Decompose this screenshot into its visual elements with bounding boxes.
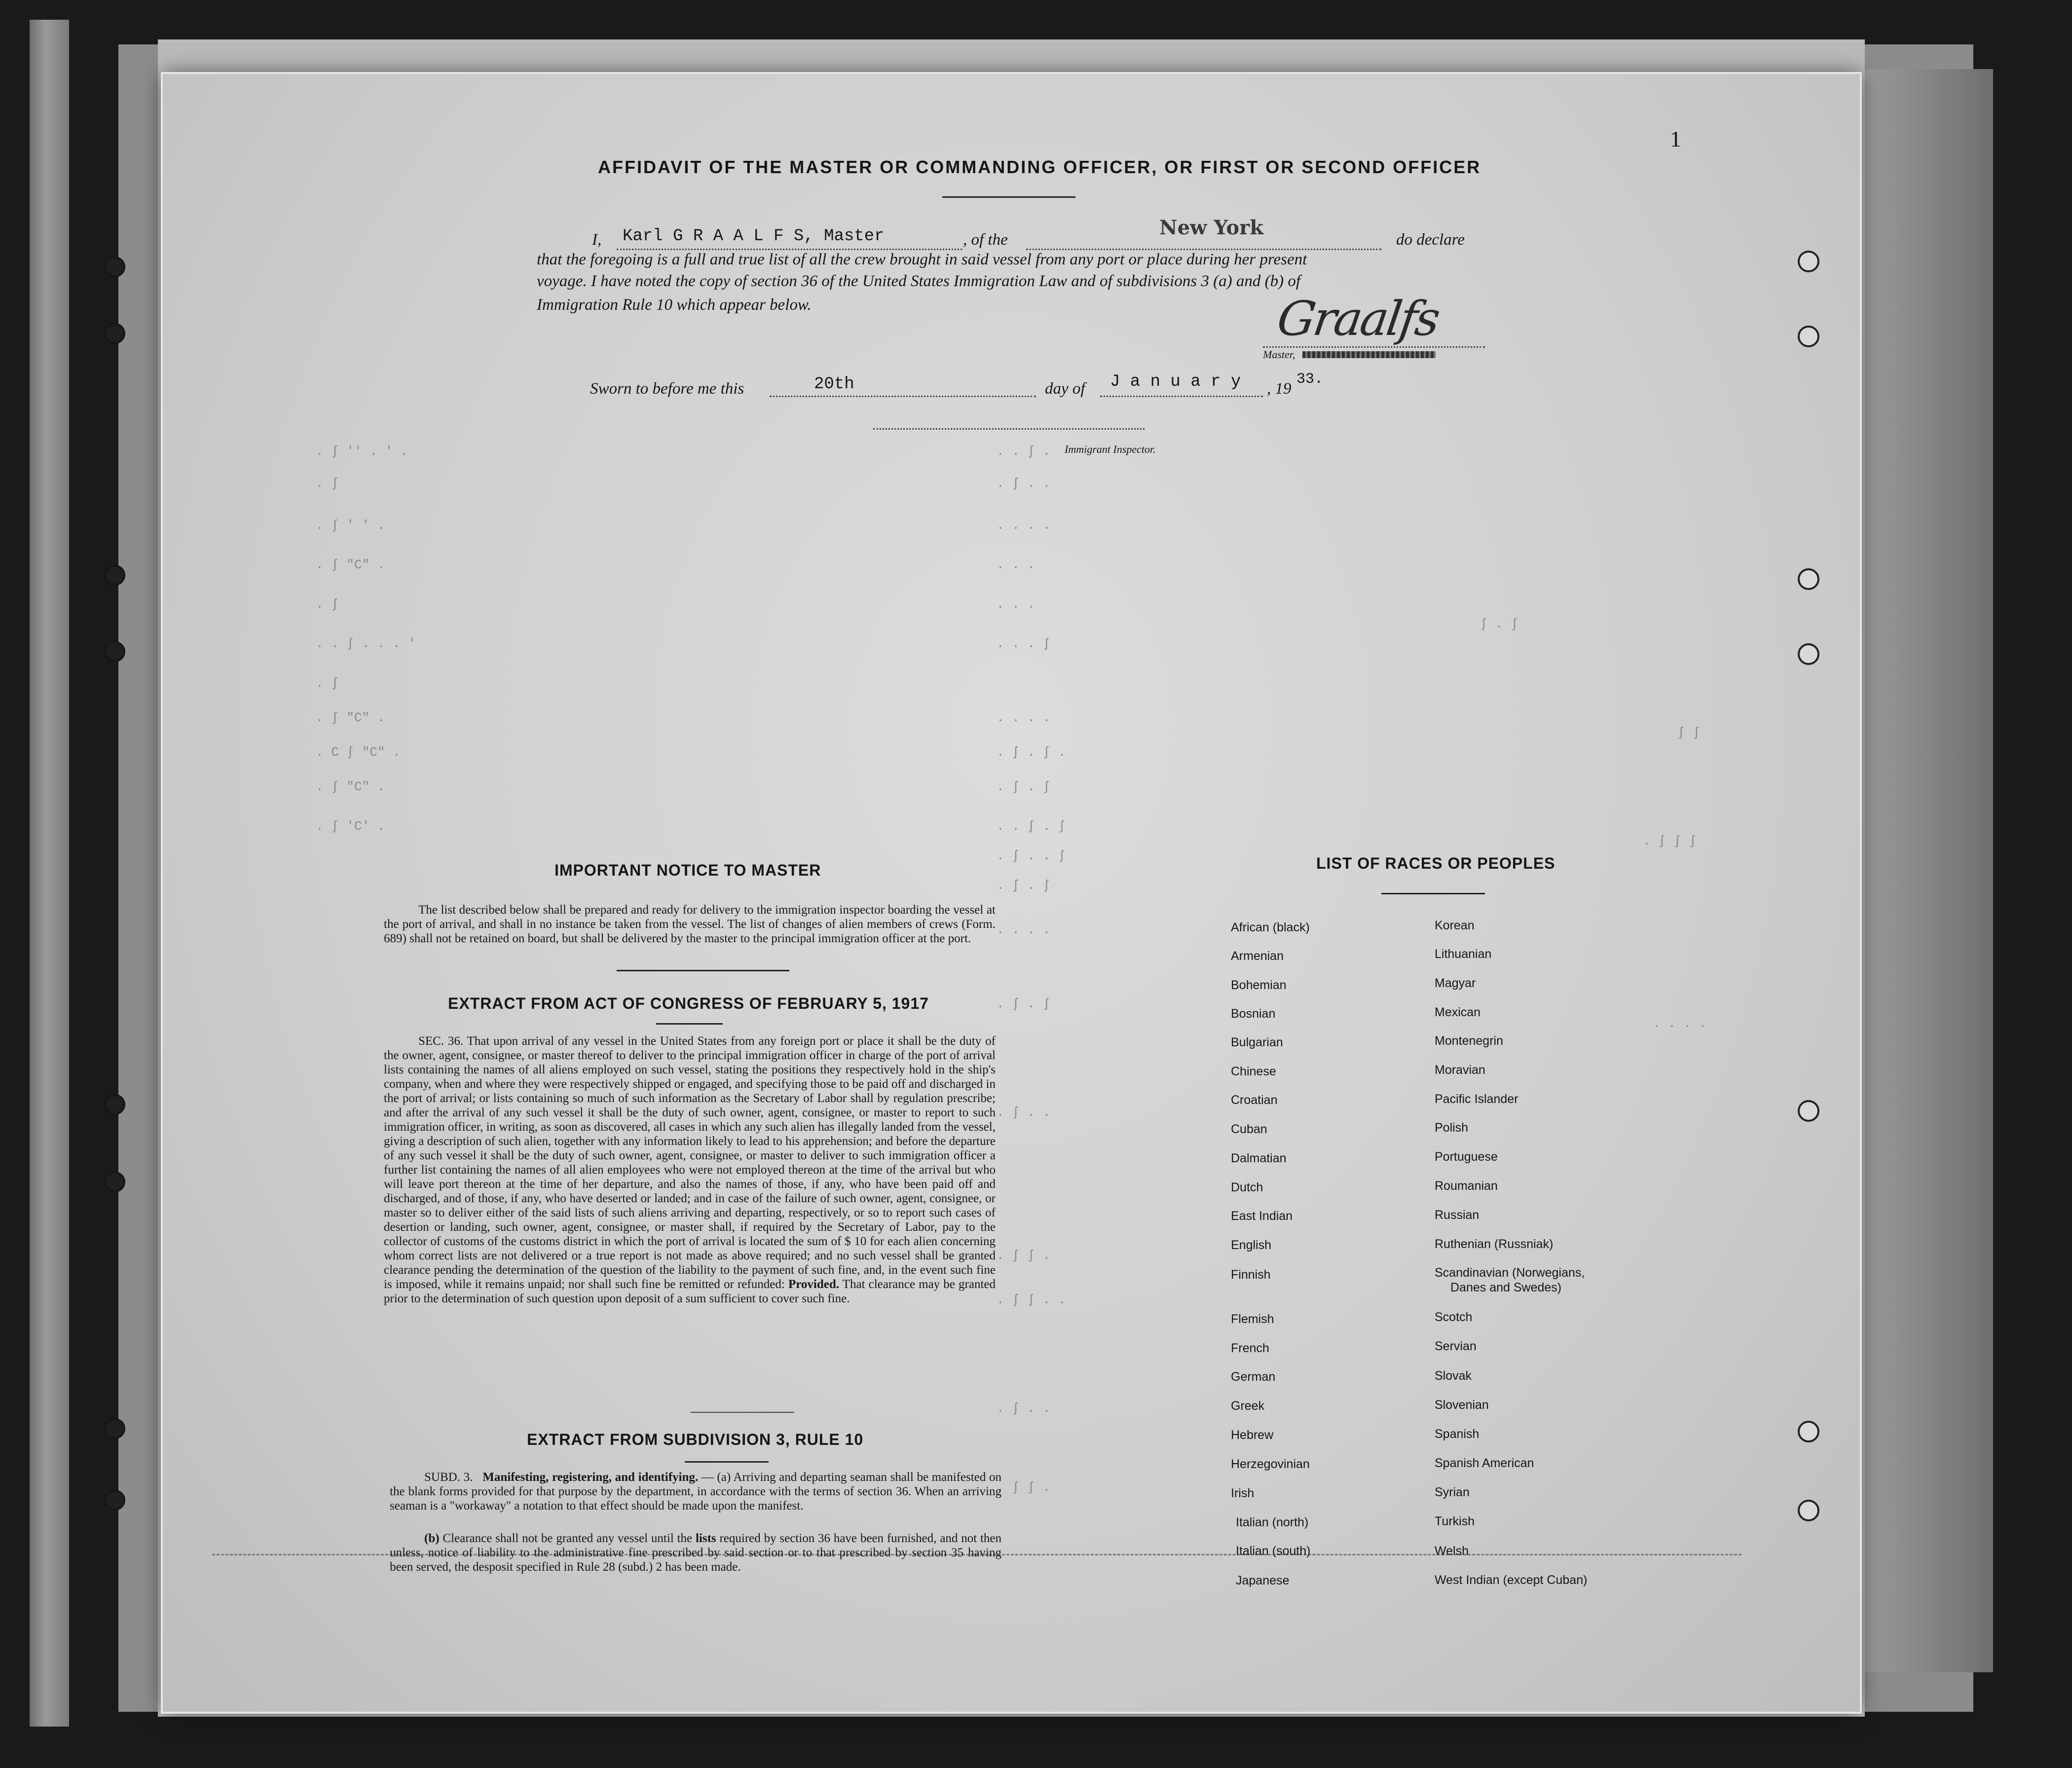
rule10-para-b-1: Clearance shall not be granted any vessel until the [443,1532,693,1545]
race-item: Slovak [1435,1369,1472,1383]
race-item: Japanese [1236,1574,1290,1587]
punch-hole-ring [1798,1500,1819,1521]
affidavit-i-label: I, [592,231,602,249]
of-the-label: , of the [963,231,1008,249]
races-heading: LIST OF RACES OR PEOPLES [1316,854,1555,872]
race-item: Ruthenian (Russniak) [1435,1237,1554,1251]
race-item: Pacific Islander [1435,1092,1518,1106]
rule10-para-a [390,1470,1001,1513]
race-item: Roumanian [1435,1179,1498,1193]
rule10-heading: EXTRACT FROM SUBDIVISION 3, RULE 10 [527,1431,864,1448]
struck-out-role-text [1302,351,1436,358]
race-item: Bosnian [1231,1007,1276,1021]
race-item: Herzegovinian [1231,1457,1310,1471]
sworn-day: 20th [814,375,854,394]
document-title: AFFIDAVIT OF THE MASTER OR COMMANDING OFFICER, OR FIRST OR SECOND OFFICER [598,157,1481,177]
inspector-label: Immigrant Inspector. [1065,443,1156,455]
race-item: Hebrew [1231,1428,1274,1442]
race-item: Irish [1231,1486,1255,1500]
punch-hole-ring [1798,326,1819,347]
race-item: Syrian [1435,1485,1470,1499]
rule10-para-b-label: (b) [424,1532,440,1545]
notice-text: The list described below shall be prepared and ready for delivery to the immigration inspector boarding the vessel at the port of arrival, and shall in no instance be taken from the vessel. The list of changes of alien members of crews (Form. 689) shall not be retained on board, but shall be delivered by the master to the principal immigration officer at the port. [384,903,996,945]
rule10-subd-title: Manifesting, registering, and identifying. [482,1471,699,1484]
punch-hole-ring [1798,643,1819,665]
title-rule [942,196,1075,198]
race-item: Korean [1435,919,1475,932]
punch-hole-ring [1798,1100,1819,1122]
race-item: Russian [1435,1208,1480,1222]
punch-hole-ring [1798,251,1819,272]
race-item: Danes and Swedes) [1450,1281,1562,1294]
sworn-label: Sworn to before me this [590,380,744,398]
film-left-strip [30,20,69,1727]
punch-hole [105,1490,125,1510]
race-item: German [1231,1370,1276,1384]
notice-heading: IMPORTANT NOTICE TO MASTER [555,861,821,879]
race-item: Dalmatian [1231,1151,1287,1165]
act-end-rule [691,1412,794,1413]
act-provided: Provided. [788,1278,839,1291]
punch-hole [105,565,125,586]
do-declare-label: do declare [1396,231,1465,249]
sworn-month: J a n u a r y [1110,372,1241,391]
punch-hole-ring [1798,568,1819,590]
race-item: Chinese [1231,1065,1276,1078]
act-rule [656,1023,723,1025]
race-item: Servian [1435,1339,1477,1353]
punch-hole [105,1172,125,1192]
race-item: Flemish [1231,1312,1274,1326]
race-item: East Indian [1231,1209,1293,1223]
master-name-typed: Karl G R A A L F S, Master [623,227,885,246]
race-item: Welsh [1435,1544,1469,1558]
signature-line [1263,345,1485,348]
affidavit-line-2: that the foregoing is a full and true list of all the crew brought in said vessel from any port or place during her present [537,251,1307,268]
year-prefix: , 19 [1267,380,1292,398]
act-text-main: SEC. 36. That upon arrival of any vessel in the United States from any foreign port or place it shall be the duty of the owner, agent, consignee, or master thereof to deliver to the principal immigration officer in charge of the port of arrival lists containing the names of all aliens employed on such vessel, stating the positions they respectively hold in the ship's company, when and where they were respectively shipped or engaged, and specifying those to be paid off and discharged in the port of arrival; or lists containing so much of such information as the Secretary of Labor shall by regulation prescribe; and after the arrival of any such vessel it shall be the duty of such owner, agent, consignee, or master to report to such immigration officer, in writing, as soon as discovered, all cases in which any such alien has illegally landed from the vessel, giving a description of such alien, together with any information likely to lead to his apprehension; and before the departure of any such vessel it shall be the duty of such owner, agent, consignee, or master to deliver to such immigration officer a further list containing the names of all alien employees who were not employed thereon at the time of the arrival but who will leave port thereon at the time of her departure, and also the names of those, if any, who have been paid off and discharged, and of those, if any, who have deserted or landed; and in case of the failure of such owner, agent, consignee, or master so to deliver either of the said lists of such aliens arriving and departing, respectively, or so to report such cases of desertion or landing, such owner, agent, consignee, or master shall, if required by the Secretary of Labor, pay to the collector of customs of the customs district in which the port of arrival is located the sum of $ 10 for each alien concerning whom correct lists are not delivered or a true report is not made as above required; and no such vessel shall be granted clearance pending the determination of the question of the liability to the payment of such fine, and, in the event such fine is imposed, while it remains unpaid; nor shall such fine be remitted or refunded: [384,1034,996,1291]
race-item: Armenian [1231,949,1284,963]
race-item: Moravian [1435,1063,1485,1077]
race-item: Scotch [1435,1310,1473,1324]
race-item: African (black) [1231,921,1310,934]
day-fill-line [770,395,1036,397]
race-item: Mexican [1435,1005,1481,1019]
year-suffix: 33. [1296,371,1324,388]
page-number: 1 [1670,126,1681,151]
race-item: Portuguese [1435,1150,1498,1164]
vessel-name: New York [1159,216,1263,239]
punch-hole [105,257,125,277]
race-item: Turkish [1435,1514,1475,1528]
race-item: Italian (north) [1236,1515,1309,1529]
race-item: Cuban [1231,1122,1267,1136]
race-item: Magyar [1435,976,1476,990]
document-page [163,74,1860,1712]
race-item: Italian (south) [1236,1544,1311,1558]
race-item: Spanish American [1435,1456,1534,1470]
notice-rule [617,970,789,971]
affidavit-line-4: Immigration Rule 10 which appear below. [537,296,812,314]
race-item: Bulgarian [1231,1035,1283,1049]
race-item: West Indian (except Cuban) [1435,1573,1588,1587]
rule10-para-b-2: required by section 36 have been furnished, and not then unless, notice of liability to the administrative fine prescribed by said section or to that prescribed by section 35 having been served, the desposit specified in Rule 28 (subd.) 2 has been made. [390,1532,1002,1574]
act-text [384,1034,996,1306]
punch-hole [105,1418,125,1439]
rule10-para-b-lists: lists [695,1532,716,1545]
races-rule [1381,893,1485,894]
master-signature: Graalfs [1274,291,1442,346]
month-fill-line [1100,395,1263,397]
act-heading: EXTRACT FROM ACT OF CONGRESS OF FEBRUARY 5, 1917 [448,994,929,1012]
rule10-para-a-text: — (a) Arriving and departing seaman shall be manifested on the blank forms provided for that purpose by the department, in accordance with the terms of section 36. When an arriving seaman is a "workaway" a notation to that effect should be made upon the manifest. [390,1471,1002,1512]
race-item: Spanish [1435,1427,1480,1441]
punch-hole [105,641,125,662]
race-item: Dutch [1231,1180,1263,1194]
rule10-para-b [390,1531,1001,1574]
race-item: French [1231,1341,1269,1355]
rule10-subd: SUBD. 3. [424,1471,473,1484]
race-item: Montenegrin [1435,1034,1503,1048]
race-item: English [1231,1238,1271,1252]
affidavit-line-3: voyage. I have noted the copy of section 36 of the United States Immigration Law and of subdivisions 3 (a) and (b) of [537,272,1301,290]
film-right-strip [1865,69,1993,1672]
race-item: Polish [1435,1121,1469,1135]
punch-hole-ring [1798,1421,1819,1442]
race-item: Finnish [1231,1268,1271,1282]
race-item: Lithuanian [1435,947,1492,961]
race-item: Slovenian [1435,1398,1489,1412]
day-of-label: day of [1045,380,1085,398]
race-item: Bohemian [1231,978,1287,992]
signature-role-label: Master, [1263,348,1295,361]
rule10-rule [685,1461,769,1463]
race-item: Scandinavian (Norwegians, [1435,1266,1585,1280]
punch-hole [105,323,125,344]
inspector-line [873,427,1145,430]
punch-hole [105,1094,125,1115]
race-item: Croatian [1231,1093,1278,1107]
act-text-end: That clearance may be granted prior to the determination of such question upon deposit of a sum sufficient to cover such fine. [384,1278,996,1305]
race-item: Greek [1231,1399,1265,1413]
